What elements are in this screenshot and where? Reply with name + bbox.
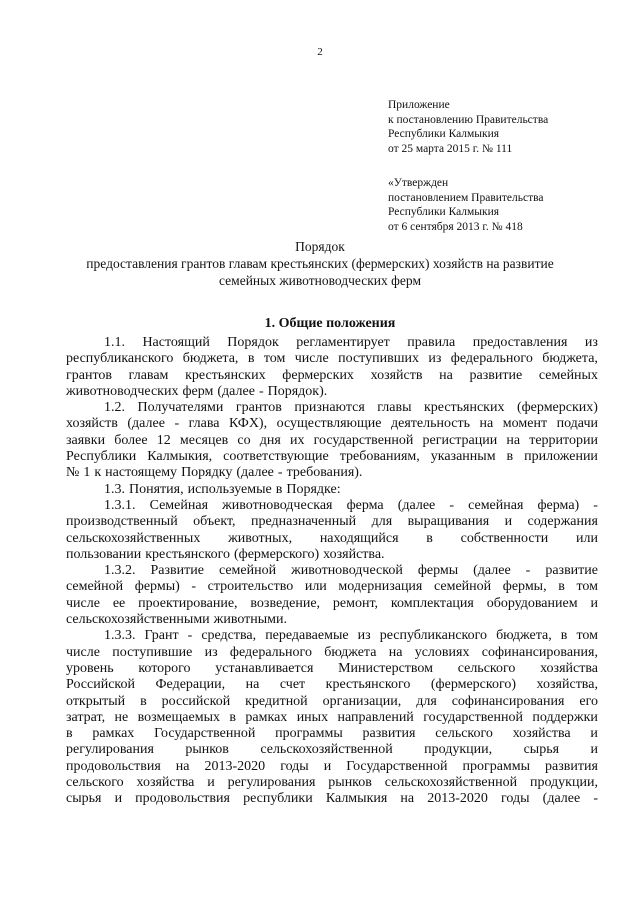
body-text-line: 1.1. Настоящий Порядок регламентирует правила предоставления из (104, 335, 598, 350)
body-text-line: Республики Калмыкия, соответствующие требованиям, указанным в приложении (66, 449, 598, 465)
body-text-line: производственный объект, предназначенный для выращивания и содержания (66, 514, 598, 530)
appendix-header (388, 98, 548, 156)
document-title: Порядок (295, 239, 345, 254)
body-text-line: семейной фермы) - строительство или модернизация семейной фермы, в том (66, 579, 598, 595)
body-text-line: 1.2. Получателями грантов признаются главы крестьянских (фермерских) (104, 400, 598, 416)
body-text-line: регулирования рынков сельскохозяйственной продукции, сырья и (66, 742, 598, 758)
approval-line: постановлением Правительства (388, 191, 544, 204)
body-text-line: республиканского бюджета, в том числе поступивших из федерального бюджета, (66, 351, 598, 367)
body-text-line: сырья и продовольствия республики Калмыкия на 2013-2020 годы (далее - (66, 791, 598, 807)
section-heading: 1. Общие положения (264, 316, 396, 331)
body-text-line: открытый в российской кредитной организации, для софинансирования его (66, 693, 598, 709)
body-text-line: животноводческих ферм (далее - Порядок). (66, 383, 328, 399)
approval-header (388, 176, 544, 234)
body-text-line: продовольствия на 2013-2020 годы и Государственной программы развития (66, 758, 598, 774)
body-text-line: 1.3. Понятия, используемые в Порядке: (104, 481, 341, 497)
body-text-line: сельскохозяйственных животных, находящийся в собственности или (66, 530, 598, 546)
appendix-line: Приложение (388, 99, 450, 111)
body-text-line: числе ее проектирование, возведение, ремонт, комплектация оборудованием и (66, 595, 598, 611)
approval-line: от 6 сентября 2013 г. № 418 (388, 220, 523, 233)
appendix-line: от 25 марта 2015 г. № 111 (388, 142, 513, 155)
body-text-line: хозяйств (далее - глава КФХ), осуществляющие деятельность на момент подачи (66, 416, 598, 432)
body-text-line: уровень которого устанавливается Министерством сельского хозяйства (66, 660, 598, 676)
body-text-line: сельского хозяйства и регулирования рынков сельскохозяйственной продукции, (66, 775, 598, 791)
document-body (66, 335, 598, 808)
document-subtitle-line: предоставления грантов главам крестьянских (фермерских) хозяйств на развитие (86, 256, 554, 271)
document-subtitle-line: семейных животноводческих ферм (219, 273, 421, 288)
body-text-line: пользовании крестьянского (фермерского) хозяйства. (66, 546, 385, 562)
body-text-line: 1.3.1. Семейная животноводческая ферма (далее - семейная ферма) - (104, 497, 598, 513)
body-text-line: грантов главам крестьянских фермерских хозяйств на развитие семейных (66, 367, 598, 383)
approval-line: Республики Калмыкия (388, 206, 500, 218)
body-text-line: затрат, не возмещаемых в рамках иных направлений государственной поддержки (66, 709, 598, 725)
body-text-line: 1.3.3. Грант - средства, передаваемые из республиканского бюджета, в том (104, 628, 598, 644)
approval-line: «Утвержден (388, 177, 449, 189)
body-text-line: сельскохозяйственными животными. (66, 612, 288, 628)
body-text-line: в рамках Государственной программы развития сельского хозяйства и (66, 726, 598, 742)
body-text-line: заявки более 12 месяцев со дня их государственной регистрации на территории (66, 432, 598, 448)
body-text-line: № 1 к настоящему Порядку (далее - требования). (66, 465, 363, 481)
body-text-line: Российской Федерации, на счет крестьянского (фермерского) хозяйства, (66, 677, 598, 693)
page-number: 2 (317, 46, 323, 58)
body-text-line: 1.3.2. Развитие семейной животноводческой фермы (далее - развитие (104, 563, 598, 579)
appendix-line: Республики Калмыкия (388, 128, 500, 140)
appendix-line: к постановлению Правительства (388, 113, 549, 126)
body-text-line: числе поступившие из федерального бюджета на условиях софинансирования, (66, 644, 598, 660)
